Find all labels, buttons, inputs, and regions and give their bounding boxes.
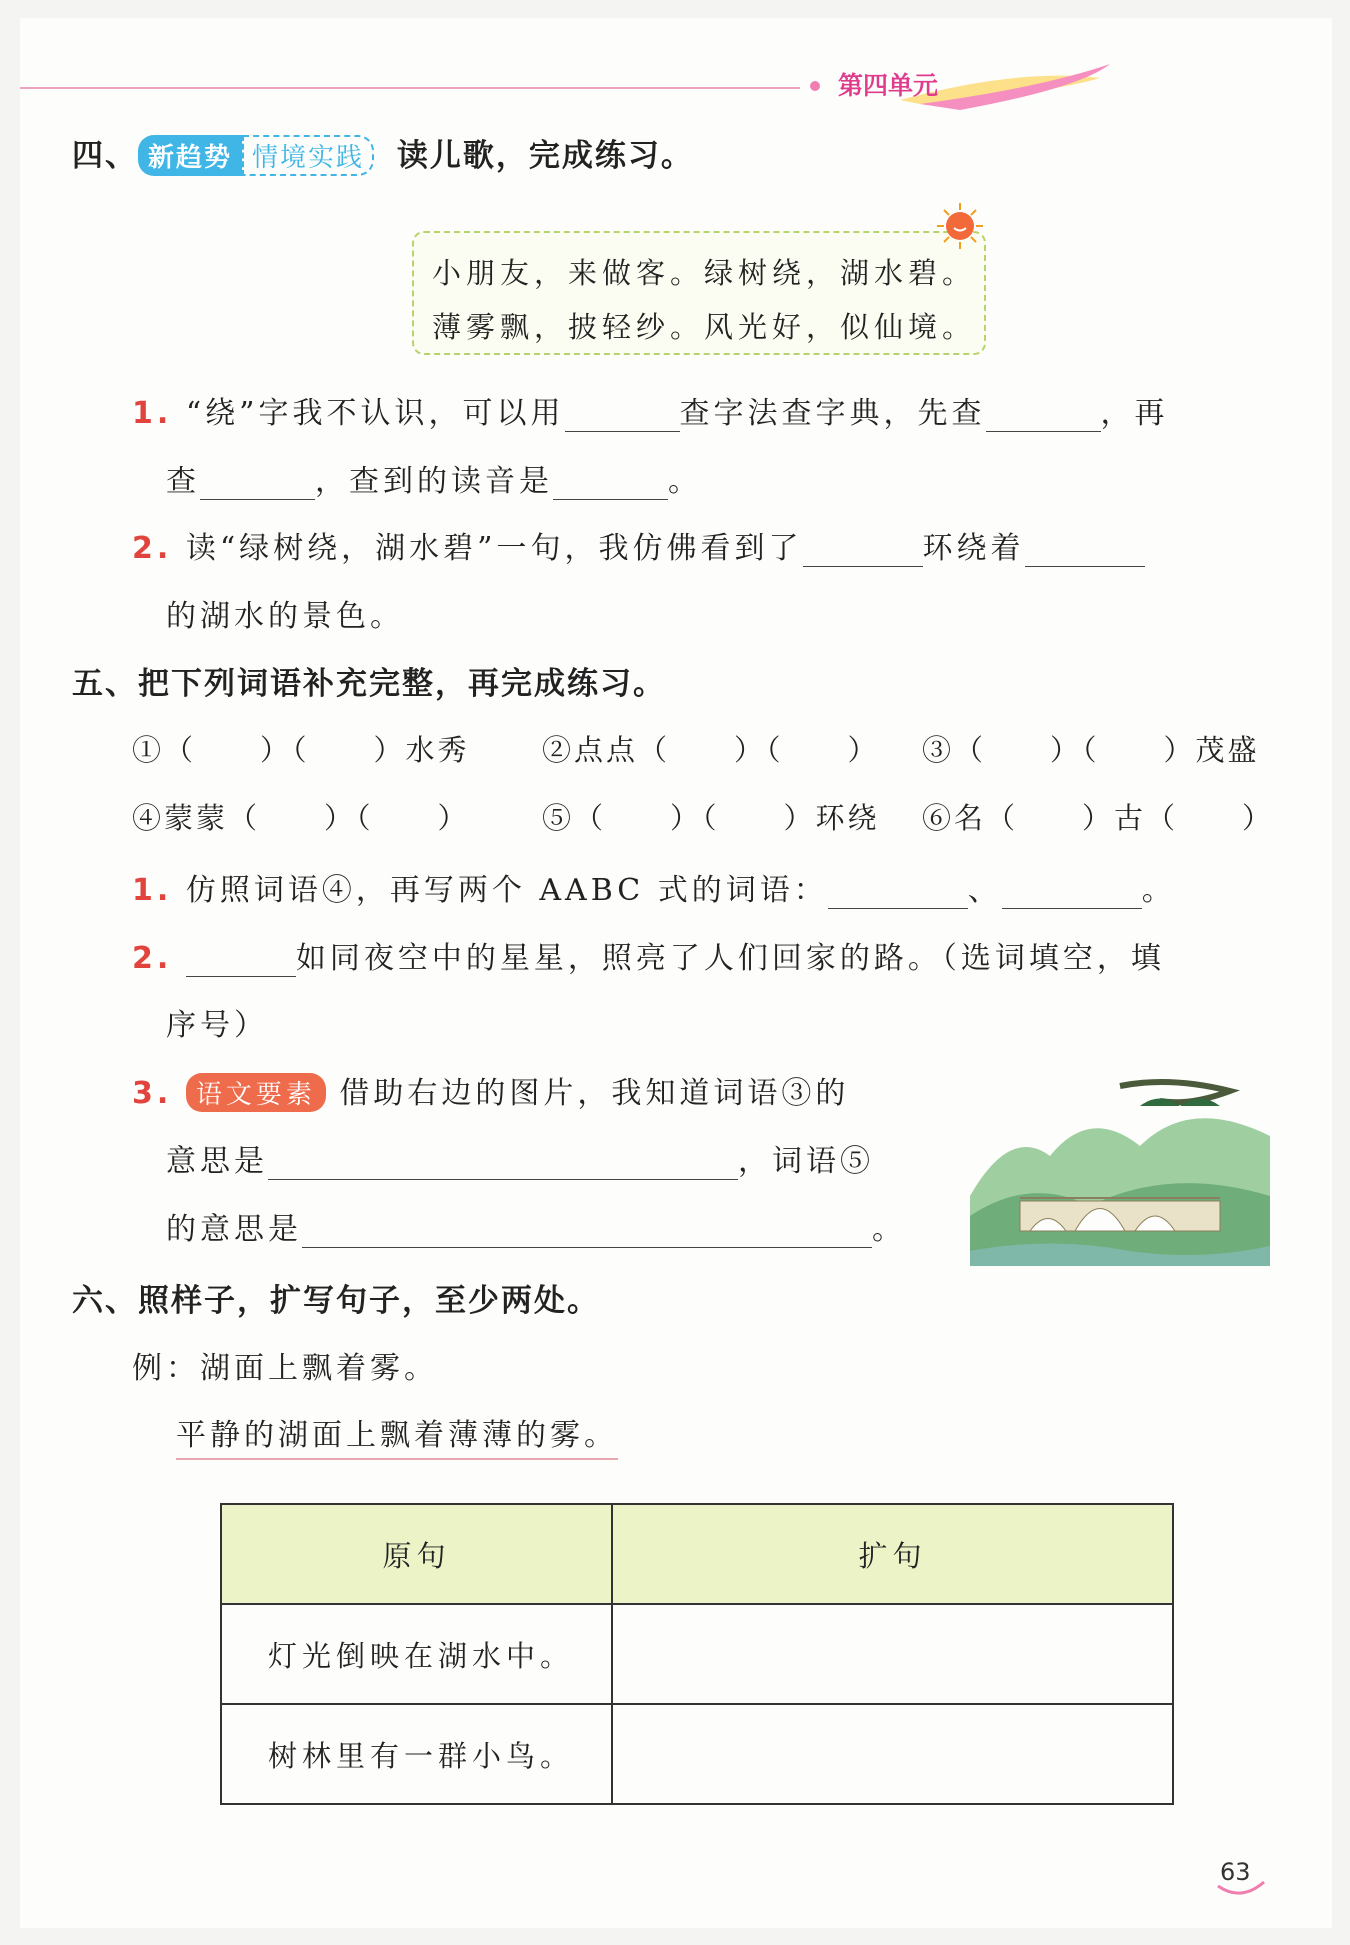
example-answer: 平静的湖面上飘着薄薄的雾。 [176,1410,618,1460]
situation-tag: 情境实践 [242,135,374,176]
blank-what-surrounds[interactable] [803,533,923,567]
s4-q2-line1: 2. 读“绿树绕，湖水碧”一句，我仿佛看到了 环绕着 [132,523,1145,567]
word-fill-item[interactable]: ②点点（ ）（ ） [542,733,880,767]
table-header-expanded: 扩句 [612,1504,1173,1604]
blank-meaning-word-5[interactable] [302,1214,872,1248]
original-sentence: 灯光倒映在湖水中。 [221,1604,612,1704]
workbook-page [20,18,1332,1928]
page-number: 63 [1220,1858,1251,1886]
blank-choose-number[interactable] [186,943,296,977]
original-sentence: 树林里有一群小鸟。 [221,1704,612,1804]
landscape-bridge-illustration [970,1066,1270,1266]
blank-first-lookup[interactable] [986,398,1101,432]
table-row [221,1704,1173,1804]
header-decoration [20,58,1332,118]
section-4-heading [72,130,694,176]
chinese-element-tag: 语文要素 [186,1073,326,1112]
word-fill-item[interactable]: ①（ ）（ ）水秀 [132,733,470,767]
word-fill-item[interactable]: ⑥名（ ）古（ ） [922,801,1275,835]
s4-q2-line2: 的湖水的景色。 [166,599,404,634]
s5-q3-line1: 3. 语文要素 借助右边的图片，我知道词语③的 [132,1068,849,1112]
page-number-swoosh [1216,1880,1266,1900]
word-fill-item[interactable]: ④蒙蒙（ ）（ ） [132,801,470,835]
expand-sentence-table [220,1503,1174,1805]
s5-q3-line2: 意思是 ，词语⑤ [166,1144,874,1179]
blank-what-water[interactable] [1025,533,1145,567]
poem-box [412,231,986,355]
s5-q2-line1: 2. 如同夜空中的星星，照亮了人们回家的路。（选词填空，填 [132,941,1165,976]
blank-aabc-word-1[interactable] [828,875,968,909]
blank-pronunciation[interactable] [553,466,668,500]
table-header-original: 原句 [221,1504,612,1604]
blank-meaning-word-3[interactable] [268,1146,738,1180]
s4-q1-line2: 查 ，查到的读音是 。 [166,464,702,499]
section-5-heading: 五、把下列词语补充完整，再完成练习。 [72,666,666,702]
section-6-heading: 六、照样子，扩写句子，至少两处。 [72,1283,600,1319]
new-trend-tag: 新趋势 [138,135,242,176]
unit-label: 第四单元 [838,71,939,100]
table-row [221,1604,1173,1704]
blank-aabc-word-2[interactable] [1002,875,1142,909]
poem-line-1: 小朋友，来做客。绿树绕，湖水碧。 [432,256,977,290]
expanded-answer-cell[interactable] [612,1604,1173,1704]
s5-q3-line3: 的意思是 。 [166,1212,906,1247]
s4-q1-line1: 1. “绕”字我不认识，可以用 查字法查字典，先查 ，再 [132,396,1169,431]
word-fill-item[interactable]: ③（ ）（ ）茂盛 [922,733,1260,767]
example-label: 例：湖面上飘着雾。 [132,1351,438,1386]
section-4-title: 读儿歌，完成练习。 [396,138,694,174]
s5-q1: 1. 仿照词语④，再写两个 AABC 式的词语： 、 。 [132,873,1176,908]
s5-q2-line2: 序号） [166,1008,268,1043]
expanded-answer-cell[interactable] [612,1704,1173,1804]
blank-second-lookup[interactable] [200,466,315,500]
sun-icon [935,201,985,251]
word-fill-item[interactable]: ⑤（ ）（ ）环绕 [542,801,880,835]
blank-lookup-method[interactable] [565,398,680,432]
section-4-number: 四、 [72,138,138,174]
poem-line-2: 薄雾飘，披轻纱。风光好，似仙境。 [432,310,977,344]
